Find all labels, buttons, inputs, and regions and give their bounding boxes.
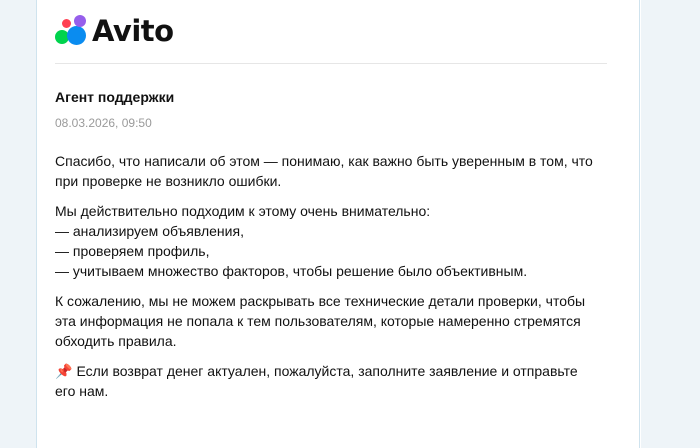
process-intro: Мы действительно подходим к этому очень внимательно: <box>55 203 431 219</box>
refund-text: Если возврат денег актуален, пожалуйста, заполните заявление и отправьте его нам. <box>55 363 578 399</box>
paragraph-refund <box>55 361 595 401</box>
list-item: — проверяем профиль, <box>55 243 210 259</box>
right-margin <box>641 0 700 448</box>
avito-logo <box>55 13 174 49</box>
paragraph-process <box>55 201 595 281</box>
blue-dot <box>67 26 86 45</box>
pushpin-icon: 📌 <box>55 363 73 379</box>
paragraph-disclaimer: К сожалению, мы не можем раскрывать все технические детали проверки, чтобы эта информация не попала к тем пользователям, которые намеренно стремятся обходить правила. <box>55 293 586 349</box>
purple-dot <box>74 15 86 27</box>
brand-name: Avito <box>92 14 174 48</box>
message-timestamp: 08.03.2026, 09:50 <box>55 116 152 130</box>
list-item: — учитываем множество факторов, чтобы решение было объективным. <box>55 263 528 279</box>
avito-dots-icon <box>55 15 89 47</box>
red-dot <box>62 19 71 28</box>
paragraph-thanks: Спасибо, что написали об этом — понимаю, как важно быть уверенным в том, что при проверке не возникло ошибки. <box>55 153 593 189</box>
list-item: — анализируем объявления, <box>55 223 244 239</box>
left-margin <box>0 0 36 448</box>
header-divider <box>55 63 607 64</box>
message-body <box>55 151 595 411</box>
sender-name: Агент поддержки <box>55 89 175 105</box>
